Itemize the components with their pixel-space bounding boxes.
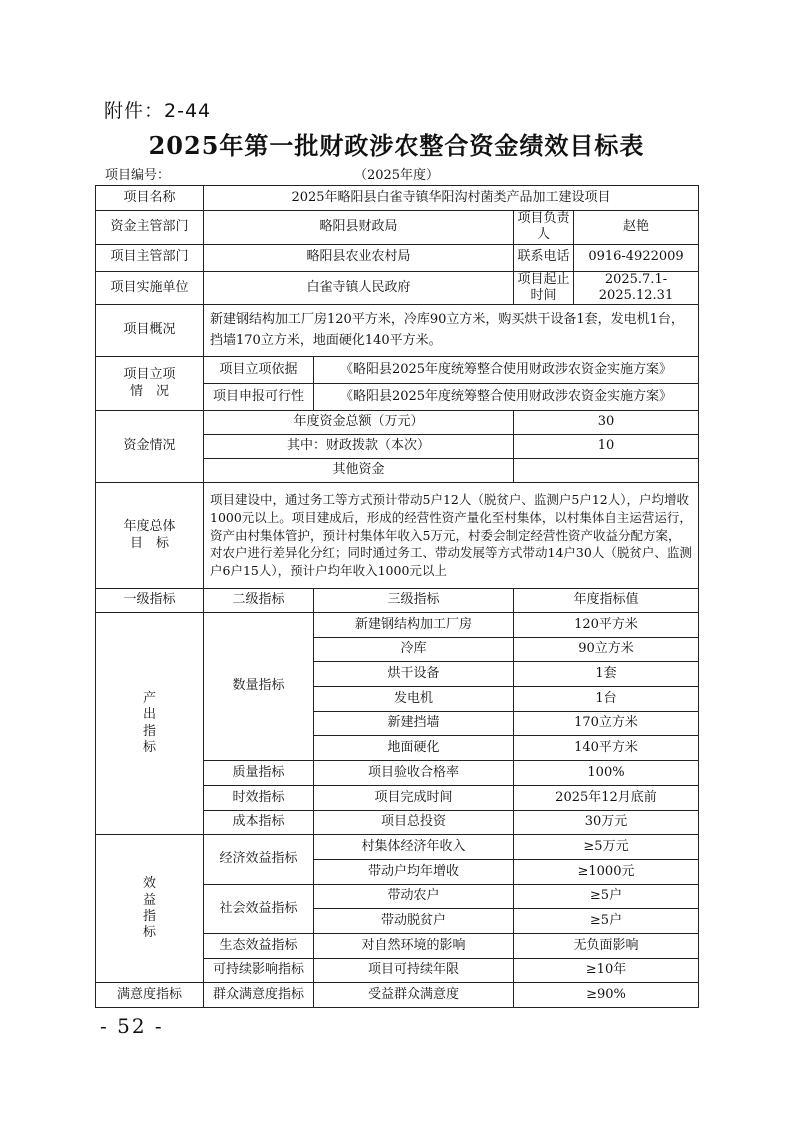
- table-row: [96, 589, 699, 613]
- benefit-label-char: 益: [142, 892, 156, 908]
- satisfaction-label: 满意度指标: [96, 983, 204, 1008]
- indicator-name: 带动农户: [314, 884, 514, 909]
- period-value: 2025.7.1-2025.12.31: [574, 271, 699, 305]
- indicator-value: 170立方米: [514, 711, 699, 736]
- indicator-name: 对自然环境的影响: [314, 933, 514, 958]
- fund-dept-label: 资金主管部门: [96, 211, 204, 245]
- indicator-value: ≥5户: [514, 884, 699, 909]
- leader-label: 项目负责人: [514, 211, 574, 245]
- basis-value: 《略阳县2025年度统筹整合使用财政涉农资金实施方案》: [314, 357, 699, 384]
- indicator-name: 新建钢结构加工厂房: [314, 613, 514, 638]
- indicator-value: 30万元: [514, 810, 699, 835]
- output-label-char: 指: [142, 723, 156, 739]
- benefit-label: [96, 835, 204, 983]
- table-row: [96, 411, 699, 435]
- indicator-value: 90立方米: [514, 637, 699, 662]
- indicator-name: 项目总投资: [314, 810, 514, 835]
- table-row: [96, 211, 699, 245]
- indicator-value: 1套: [514, 662, 699, 687]
- indicator-name: 地面硬化: [314, 736, 514, 761]
- header-level1: 一级指标: [96, 589, 204, 613]
- project-name-value: 2025年略阳县白雀寺镇华阳沟村菌类产品加工建设项目: [204, 186, 699, 211]
- indicator-name: 项目可持续年限: [314, 958, 514, 983]
- indicator-value: 2025年12月底前: [514, 785, 699, 810]
- funds-label: 资金情况: [96, 411, 204, 483]
- funds-fiscal-value: 10: [514, 435, 699, 459]
- indicator-name: 带动户均年增收: [314, 859, 514, 884]
- leader-value: 赵艳: [574, 211, 699, 245]
- indicator-name: 烘干设备: [314, 662, 514, 687]
- performance-table-body: [95, 185, 699, 1008]
- indicator-value: 120平方米: [514, 613, 699, 638]
- funds-fiscal-label: 其中：财政拨款（本次）: [204, 435, 514, 459]
- goal-label-line1: 年度总体: [123, 519, 176, 535]
- funds-total-value: 30: [514, 411, 699, 435]
- benefit-label-char: 效: [142, 876, 156, 892]
- approval-label: [96, 357, 204, 411]
- table-row: [96, 271, 699, 305]
- impl-value: 白雀寺镇人民政府: [204, 271, 514, 305]
- indicator-value: 无负面影响: [514, 933, 699, 958]
- funds-total-label: 年度资金总额（万元）: [204, 411, 514, 435]
- phone-label: 联系电话: [514, 244, 574, 271]
- header-level2: 二级指标: [204, 589, 314, 613]
- indicator-name: 带动脱贫户: [314, 909, 514, 934]
- satisfaction-sub-label: 群众满意度指标: [204, 983, 314, 1008]
- approval-label-line1: 项目立项: [123, 367, 176, 383]
- indicator-value: 140平方米: [514, 736, 699, 761]
- table-row: [96, 835, 699, 860]
- phone-value: 0916-4922009: [574, 244, 699, 271]
- page-number: - 52 -: [100, 1014, 164, 1038]
- benefit-label-char: 指: [142, 908, 156, 924]
- table-row: [96, 983, 699, 1008]
- benefit-label-char: 标: [142, 925, 156, 940]
- approval-label-line2: 情 况: [129, 383, 169, 399]
- table-row: [96, 613, 699, 638]
- table-row: [96, 186, 699, 211]
- indicator-name: 新建挡墙: [314, 711, 514, 736]
- output-label-char: 出: [142, 707, 156, 723]
- economic-label: 经济效益指标: [204, 835, 314, 884]
- overview-label: 项目概况: [96, 305, 204, 357]
- quality-label: 质量指标: [204, 761, 314, 786]
- indicator-name: 冷库: [314, 637, 514, 662]
- overview-value: 新建钢结构加工厂房120平方米，冷库90立方米，购买烘干设备1套，发电机1台，挡墙170立方米，地面硬化140平方米。: [204, 305, 699, 357]
- goal-value: 项目建设中，通过务工等方式预计带动5户12人（脱贫户、监测户5户12人），户均增收1000元以上。项目建成后，形成的经营性资产量化至村集体，以村集体自主运营运行，资产由村集体管护，预计村集体年收入5万元，村委会制定经营性资产收益分配方案，对农户进行差异化分红；同时通过务工、带动发展等方式带动14户30人（脱贫户、监测户6户15人），预计户均年收入1000元以上: [204, 483, 699, 589]
- table-row: [96, 483, 699, 589]
- sustain-label: 可持续影响指标: [204, 958, 314, 983]
- year-label: （2025年度）: [353, 168, 440, 183]
- table-row: [96, 305, 699, 357]
- fund-dept-value: 略阳县财政局: [204, 211, 514, 245]
- indicator-name: 发电机: [314, 687, 514, 712]
- output-label: [96, 613, 204, 835]
- header-level3: 三级指标: [314, 589, 514, 613]
- indicator-value: ≥1000元: [514, 859, 699, 884]
- indicator-value: ≥5户: [514, 909, 699, 934]
- output-label-char: 标: [142, 739, 156, 755]
- goal-label: [96, 483, 204, 589]
- table-row: [96, 357, 699, 384]
- basis-label: 项目立项依据: [204, 357, 314, 384]
- funds-other-value: [514, 459, 699, 483]
- table-row: [96, 244, 699, 271]
- proj-dept-value: 略阳县农业农村局: [204, 244, 514, 271]
- attachment-label: 附件：2-44: [104, 100, 212, 122]
- eco-label: 生态效益指标: [204, 933, 314, 958]
- goal-label-line2: 目 标: [129, 535, 169, 551]
- time-label: 时效指标: [204, 785, 314, 810]
- funds-other-label: 其他资金: [204, 459, 514, 483]
- quantity-label: 数量指标: [204, 613, 314, 761]
- page-title: 2025年第一批财政涉农整合资金绩效目标表: [148, 131, 645, 160]
- proj-dept-label: 项目主管部门: [96, 244, 204, 271]
- indicator-name: 村集体经济年收入: [314, 835, 514, 860]
- header-target: 年度指标值: [514, 589, 699, 613]
- output-label-char: 产: [142, 691, 156, 707]
- project-number-label: 项目编号：: [105, 168, 171, 183]
- period-label: 项目起止时间: [514, 271, 574, 305]
- indicator-value: 1台: [514, 687, 699, 712]
- cost-label: 成本指标: [204, 810, 314, 835]
- social-label: 社会效益指标: [204, 884, 314, 933]
- indicator-name: 项目验收合格率: [314, 761, 514, 786]
- indicator-value: ≥90%: [514, 983, 699, 1008]
- indicator-value: 100%: [514, 761, 699, 786]
- impl-label: 项目实施单位: [96, 271, 204, 305]
- indicator-name: 受益群众满意度: [314, 983, 514, 1008]
- indicator-name: 项目完成时间: [314, 785, 514, 810]
- feasibility-label: 项目申报可行性: [204, 384, 314, 411]
- feasibility-value: 《略阳县2025年度统筹整合使用财政涉农资金实施方案》: [314, 384, 699, 411]
- indicator-value: ≥5万元: [514, 835, 699, 860]
- project-name-label: 项目名称: [96, 186, 204, 211]
- indicator-value: ≥10年: [514, 958, 699, 983]
